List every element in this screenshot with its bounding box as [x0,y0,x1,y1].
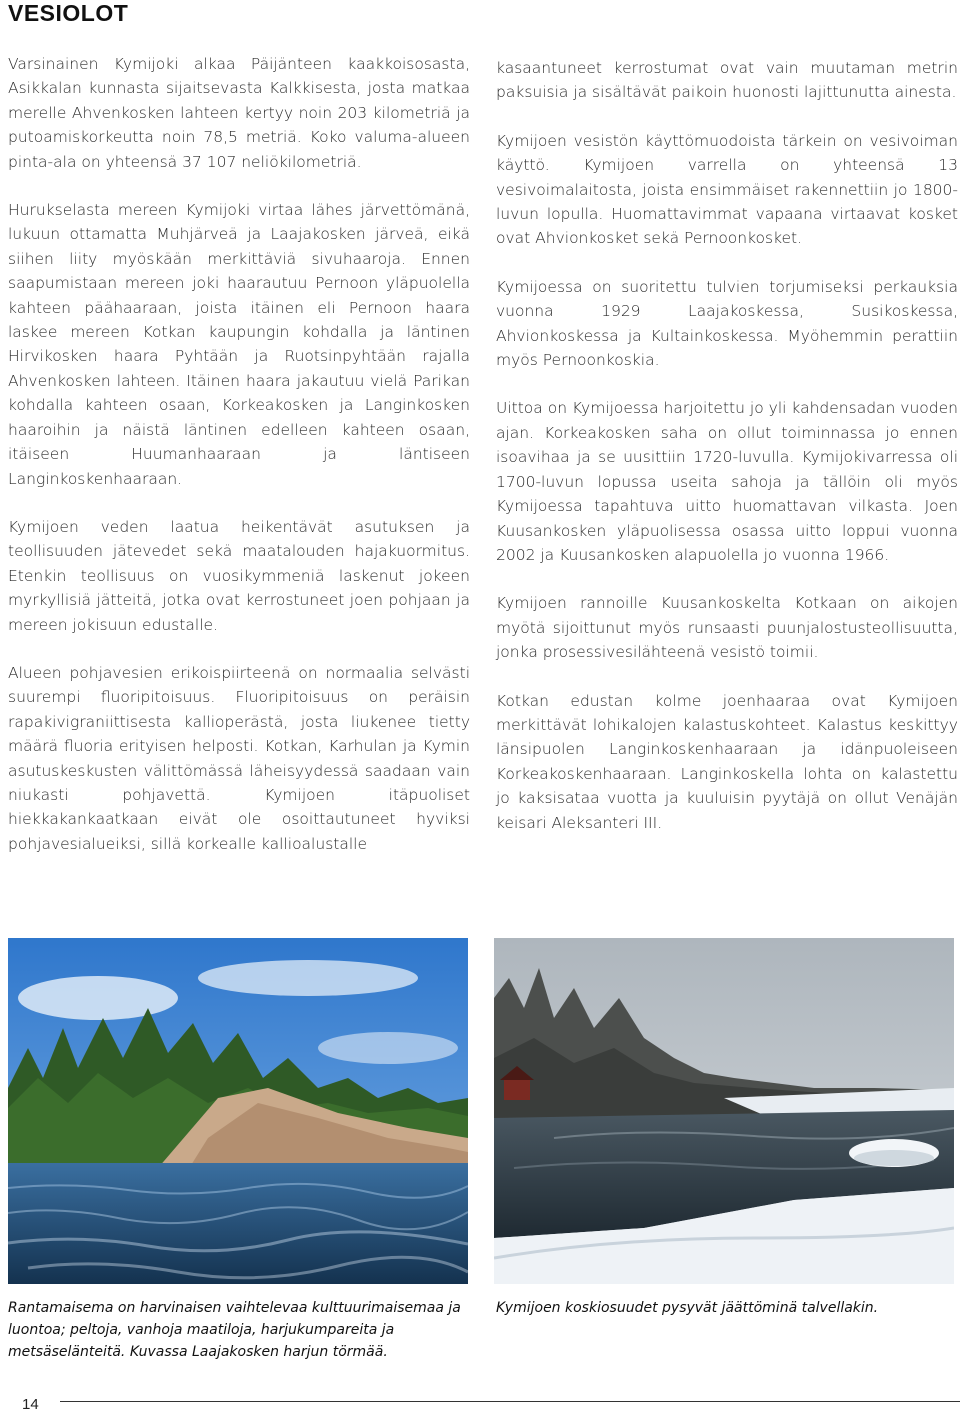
paragraph: Kotkan edustan kolme joenhaaraa ovat Kymijoen merkittävät lohikalojen kalastuskohteet. Kalastus keskittyy länsipuolen Langinkoskenhaaraan ja idänpuoleiseen Korkeakoskenhaaraan. Langinkoskella lohta on kalastettu jo kaksisataa vuotta ja kuuluisin pyytäjä on ollut Venäjän keisari Aleksanteri III. [496,691,958,832]
paragraph: Kymijoen vesistön käyttömuodoista tärkein on vesivoiman käyttö. Kymijoen varrella on yhteensä 13 vesivoimalaitosta, joista ensimmäiset rakennettiin jo 1800-luvun lopulla. Huomattavimmat vapaana virtaavat kosket ovat Ahvionkosket sekä Pernoonkosket. [496,131,958,248]
paragraph: Kymijoen veden laatua heikentävät asutuksen ja teollisuuden jätevedet sekä maatalouden hajakuormitus. Etenkin teollisuus on vuosikymmeniä laskenut jokeen myrkyllisiä jätteitä, jotka ovat kerrostuneet joen pohjaan ja mereen jokisuun edustalle. [8,517,470,634]
summer-river-image [8,938,468,1284]
right-text-column [496,56,958,859]
right-photo-caption: Kymijoen koskiosuudet pysyvät jäättöminä talvellakin. [496,1300,879,1316]
paragraph: Varsinainen Kymijoki alkaa Päijänteen kaakkoisosasta, Asikkalan kunnasta sijaitsevasta Kalkkisesta, josta matkaa merelle Ahvenkosken lahteen kertyy noin 203 kilometriä ja putoamiskorkeutta noin 78,5 metriä. Koko valuma-alueen pinta-ala on yhteensä 37 107 neliökilometriä. [8,55,470,171]
paragraph: Uittoa on Kymijoessa harjoitettu jo yli kahdensadan vuoden ajan. Korkeakosken saha on ollut toiminnassa jo ennen isoavihaa ja se uusittiin 1720-luvulla. Kymijokivarressa oli 1700-luvun lopussa useita sahoja ja tällöin oli myös Kymijoessa tapahtuva uitto huomattavan vilkasta. Joen Kuusankosken yläpuolisessa osassa uitto loppui vuonna 2002 ja Kuusankosken alapuolella jo vuonna 1966. [496,399,958,564]
paragraph: Kymijoessa on suoritettu tulvien torjumiseksi perkauksia vuonna 1929 Laajakoskessa, Susikoskessa, Ahvionkoskessa ja Kultainkoskessa. Myöhemmin perattiin myös Pernoonkoskia. [496,277,958,370]
winter-rapids-photo [494,938,954,1284]
paragraph: Kymijoen rannoille Kuusankoskelta Kotkaan on aikojen myötä sijoittunut myös runsaasti puunjalostusteollisuutta, jonka prosessivesilähteenä vesistö toimii. [496,594,958,662]
winter-rapids-image [494,938,954,1284]
paragraph: Hurukselasta mereen Kymijoki virtaa lähes järvettömänä, lukuun ottamatta Muhjärveä ja Laajakosken järveä, eikä siihen liity myöskään merkittäviä sivuhaaroja. Ennen saapumistaan mereen joki haarautuu Pernoon yläpuolella kahteen päähaaraan, joista itäinen eli Pernoon haara laskee mereen Kotkan kaupungin kohdalla ja läntinen Hirvikosken haara Pyhtään ja Ruotsinpyhtään rajalla Ahvenkosken lahteen. Itäinen haara jakautuu vielä Parikan kohdalla kahteen osaan, Korkeakosken ja Langinkosken haaroihin ja näistä läntinen edelleen kahteen osaan, itäiseen Huumanhaaraan ja läntiseen Langinkoskenhaaraan. [8,201,470,488]
left-text-column [8,52,470,880]
page-heading: VESIOLOT [8,0,129,26]
page-number: 14 [22,1396,39,1413]
summer-river-photo [8,938,468,1284]
footer-rule [60,1401,960,1402]
paragraph: Alueen pohjavesien erikoispiirteenä on normaalia selvästi suurempi fluoripitoisuus. Fluoripitoisuus on peräisin rapakivigraniittisesta kallioperästä, josta liukenee tietty määrä fluoria erityisen helposti. Kotkan, Karhulan ja Kymin asutuskeskusten välittömässä läheisyydessä saadaan vain niukasti pohjavettä. Kymijoen itäpuoliset hiekkakankaatkaan eivät ole osoittautuneet hyviksi pohjavesialueiksi, sillä korkealle kallioalustalle [8,663,470,853]
left-photo-caption: Rantamaisema on harvinaisen vaihtelevaa kulttuurimaisemaa ja luontoa; peltoja, vanhoja maatiloja, harjukumpareita ja metsäselänteitä. Kuvassa Laajakosken harjun törmää. [8,1300,461,1360]
paragraph: kasaantuneet kerrostumat ovat vain muutaman metrin paksuisia ja sisältävät paikoin huonosti lajittunutta ainesta. [496,59,958,102]
